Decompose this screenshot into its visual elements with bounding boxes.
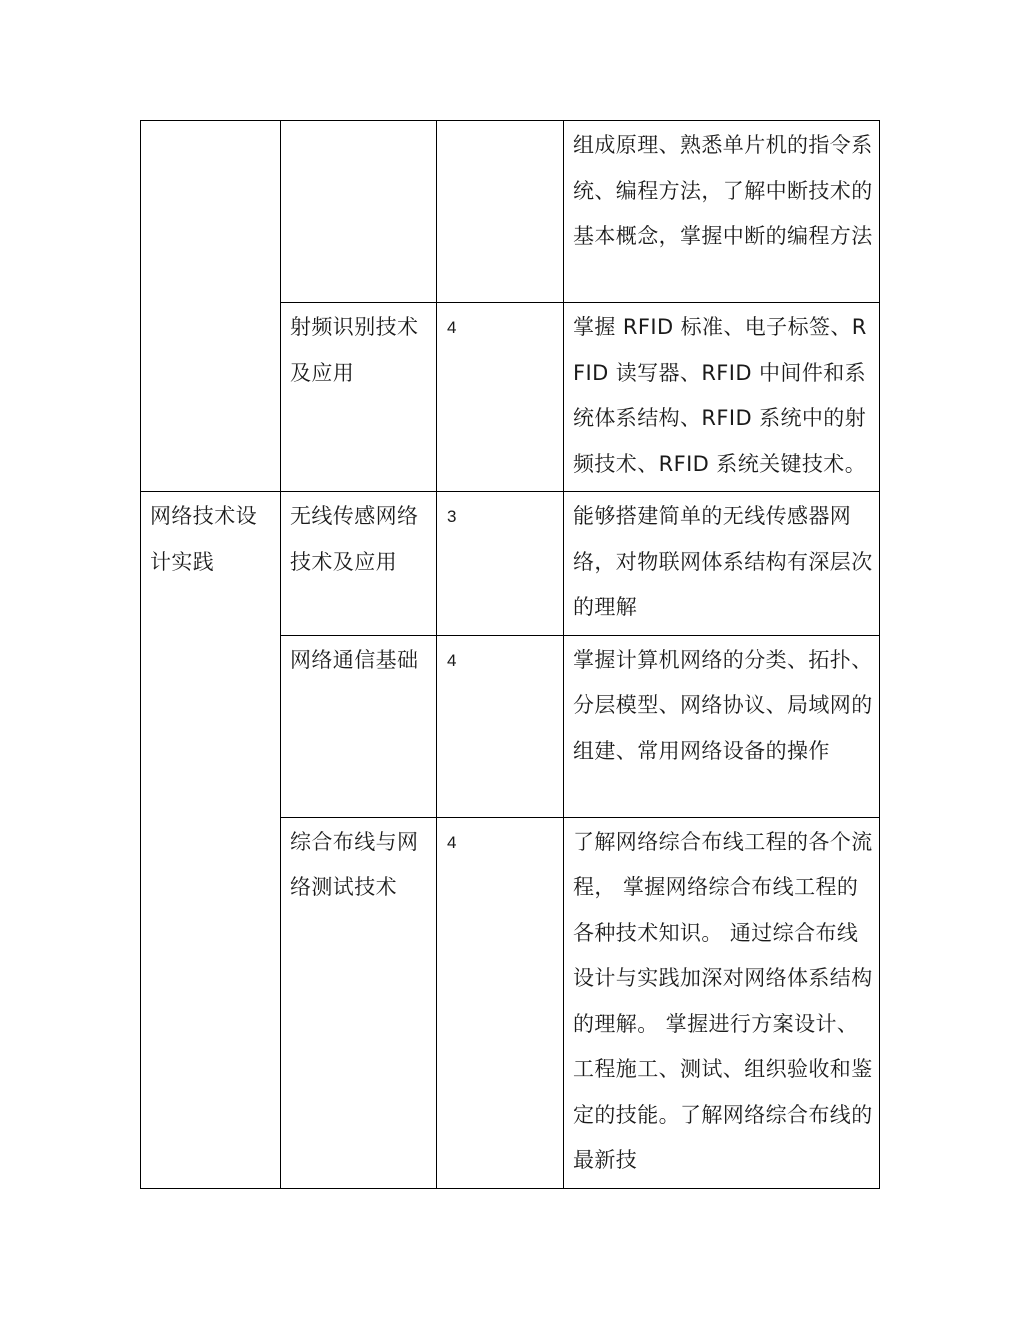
- curriculum-table: [140, 120, 880, 1189]
- description-cell: 了解网络综合布线工程的各个流程， 掌握网络综合布线工程的各种技术知识。 通过综合布线设计与实践加深对网络体系结构的理解。 掌握进行方案设计、工程施工、测试、组织验收和鉴定的技能。了解网络综合布线的最新技: [564, 817, 880, 1188]
- category-cell: [141, 121, 281, 492]
- table-row: [141, 121, 880, 303]
- course-cell: [281, 121, 437, 303]
- description-cell: 掌握 RFID 标准、电子标签、RFID 读写器、RFID 中间件和系统体系结构、RFID 系统中的射频技术、RFID 系统关键技术。: [564, 303, 880, 492]
- credits-cell: 4: [437, 635, 564, 817]
- description-cell: 能够搭建简单的无线传感器网络，对物联网体系结构有深层次的理解: [564, 492, 880, 636]
- course-cell: 综合布线与网络测试技术: [281, 817, 437, 1188]
- credits-cell: [437, 121, 564, 303]
- table-row: [141, 492, 880, 636]
- credits-cell: 3: [437, 492, 564, 636]
- course-cell: 射频识别技术及应用: [281, 303, 437, 492]
- course-cell: 无线传感网络技术及应用: [281, 492, 437, 636]
- credits-cell: 4: [437, 303, 564, 492]
- credits-cell: 4: [437, 817, 564, 1188]
- category-cell: 网络技术设计实践: [141, 492, 281, 1189]
- description-cell: 掌握计算机网络的分类、拓扑、分层模型、网络协议、局域网的组建、常用网络设备的操作: [564, 635, 880, 817]
- description-cell: 组成原理、熟悉单片机的指令系统、编程方法，了解中断技术的基本概念，掌握中断的编程方法: [564, 121, 880, 303]
- course-cell: 网络通信基础: [281, 635, 437, 817]
